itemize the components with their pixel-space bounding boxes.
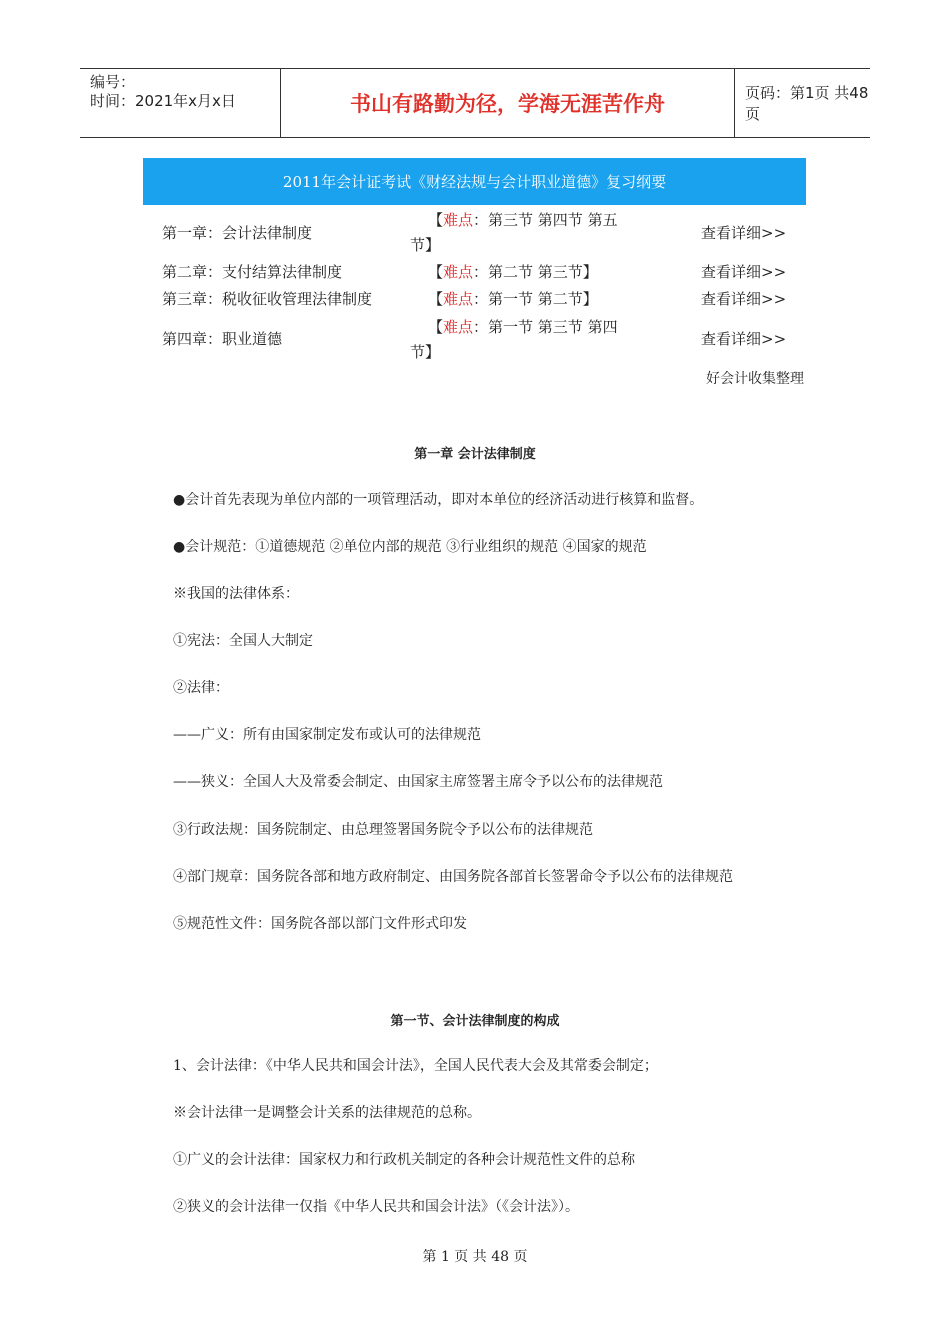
header-meta <box>80 69 281 137</box>
view-details-link[interactable]: 查看详细>> <box>701 224 787 242</box>
hard-label: 难点 <box>443 290 474 308</box>
paragraph: ※我国的法律体系： <box>173 586 299 602</box>
paragraph: ●会计首先表现为单位内部的一项管理活动，即对本单位的经济活动进行核算和监督。 <box>173 492 704 508</box>
number-label: 编号： <box>90 73 136 91</box>
paragraph: ①广义的会计法律：国家权力和行政机关制定的各种会计规范性文件的总称 <box>173 1152 635 1168</box>
view-details-link[interactable]: 查看详细>> <box>701 263 787 281</box>
hard-points <box>428 287 598 311</box>
paragraph: ●会计规范：①道德规范 ②单位内部的规范 ③行业组织的规范 ④国家的规范 <box>173 539 647 555</box>
bracket: 【 <box>428 263 444 281</box>
paragraph: ⑤规范性文件：国务院各部以部门文件形式印发 <box>173 916 467 932</box>
page-header <box>80 68 870 138</box>
hard-points <box>428 260 598 284</box>
hard-points-text: ：第一节 第三节 第四 <box>473 318 618 336</box>
chapter-title: 第三章：税收征收管理法律制度 <box>162 290 373 308</box>
bracket: 【 <box>428 211 444 229</box>
view-details-link[interactable]: 查看详细>> <box>701 330 787 348</box>
hard-points-cont: 节】 <box>410 236 441 254</box>
chapter-title: 第一章：会计法律制度 <box>162 224 313 242</box>
chapter-heading: 第一章 会计法律制度 <box>414 447 536 462</box>
paragraph: ——狭义：全国人大及常委会制定、由国家主席签署主席令予以公布的法律规范 <box>173 774 663 790</box>
outline-title-banner: 2011年会计证考试《财经法规与会计职业道德》复习纲要 <box>143 158 806 205</box>
hard-points-text: ：第三节 第四节 第五 <box>473 211 618 229</box>
paragraph: ③行政法规：国务院制定、由总理签署国务院令予以公布的法律规范 <box>173 822 593 838</box>
hard-label: 难点 <box>443 318 474 336</box>
hard-label: 难点 <box>443 211 474 229</box>
bracket: 【 <box>428 318 444 336</box>
paragraph: ——广义：所有由国家制定发布或认可的法律规范 <box>173 727 481 743</box>
hard-points-text: ：第一节 第二节】 <box>473 290 598 308</box>
hard-points-cont: 节】 <box>410 343 441 361</box>
section-heading: 第一节、会计法律制度的构成 <box>390 1014 560 1029</box>
hard-points <box>428 315 618 339</box>
hard-label: 难点 <box>443 263 474 281</box>
chapter-title: 第二章：支付结算法律制度 <box>162 263 343 281</box>
paragraph: ④部门规章：国务院各部和地方政府制定、由国务院各部首长签署命令予以公布的法律规范 <box>173 869 733 885</box>
hard-points-text: ：第二节 第三节】 <box>473 263 598 281</box>
motto: 书山有路勤为径，学海无涯苦作舟 <box>281 69 735 137</box>
hard-points <box>428 208 618 232</box>
page-info: 页码：第1页 共48页 <box>745 84 869 123</box>
time-label: 时间：2021年x月x日 <box>90 92 236 110</box>
paragraph: ②法律： <box>173 680 229 696</box>
paragraph: ※会计法律一是调整会计关系的法律规范的总称。 <box>173 1105 481 1121</box>
chapter-title: 第四章：职业道德 <box>162 330 283 348</box>
view-details-link[interactable]: 查看详细>> <box>701 290 787 308</box>
paragraph: ①宪法：全国人大制定 <box>173 633 313 649</box>
bracket: 【 <box>428 290 444 308</box>
paragraph: ②狭义的会计法律一仅指《中华人民共和国会计法》（《会计法》）。 <box>173 1199 579 1215</box>
page-footer: 第 1 页 共 48 页 <box>422 1249 528 1265</box>
paragraph: 1、会计法律：《中华人民共和国会计法》，全国人民代表大会及其常委会制定； <box>173 1058 658 1074</box>
collected-by: 好会计收集整理 <box>706 371 804 387</box>
